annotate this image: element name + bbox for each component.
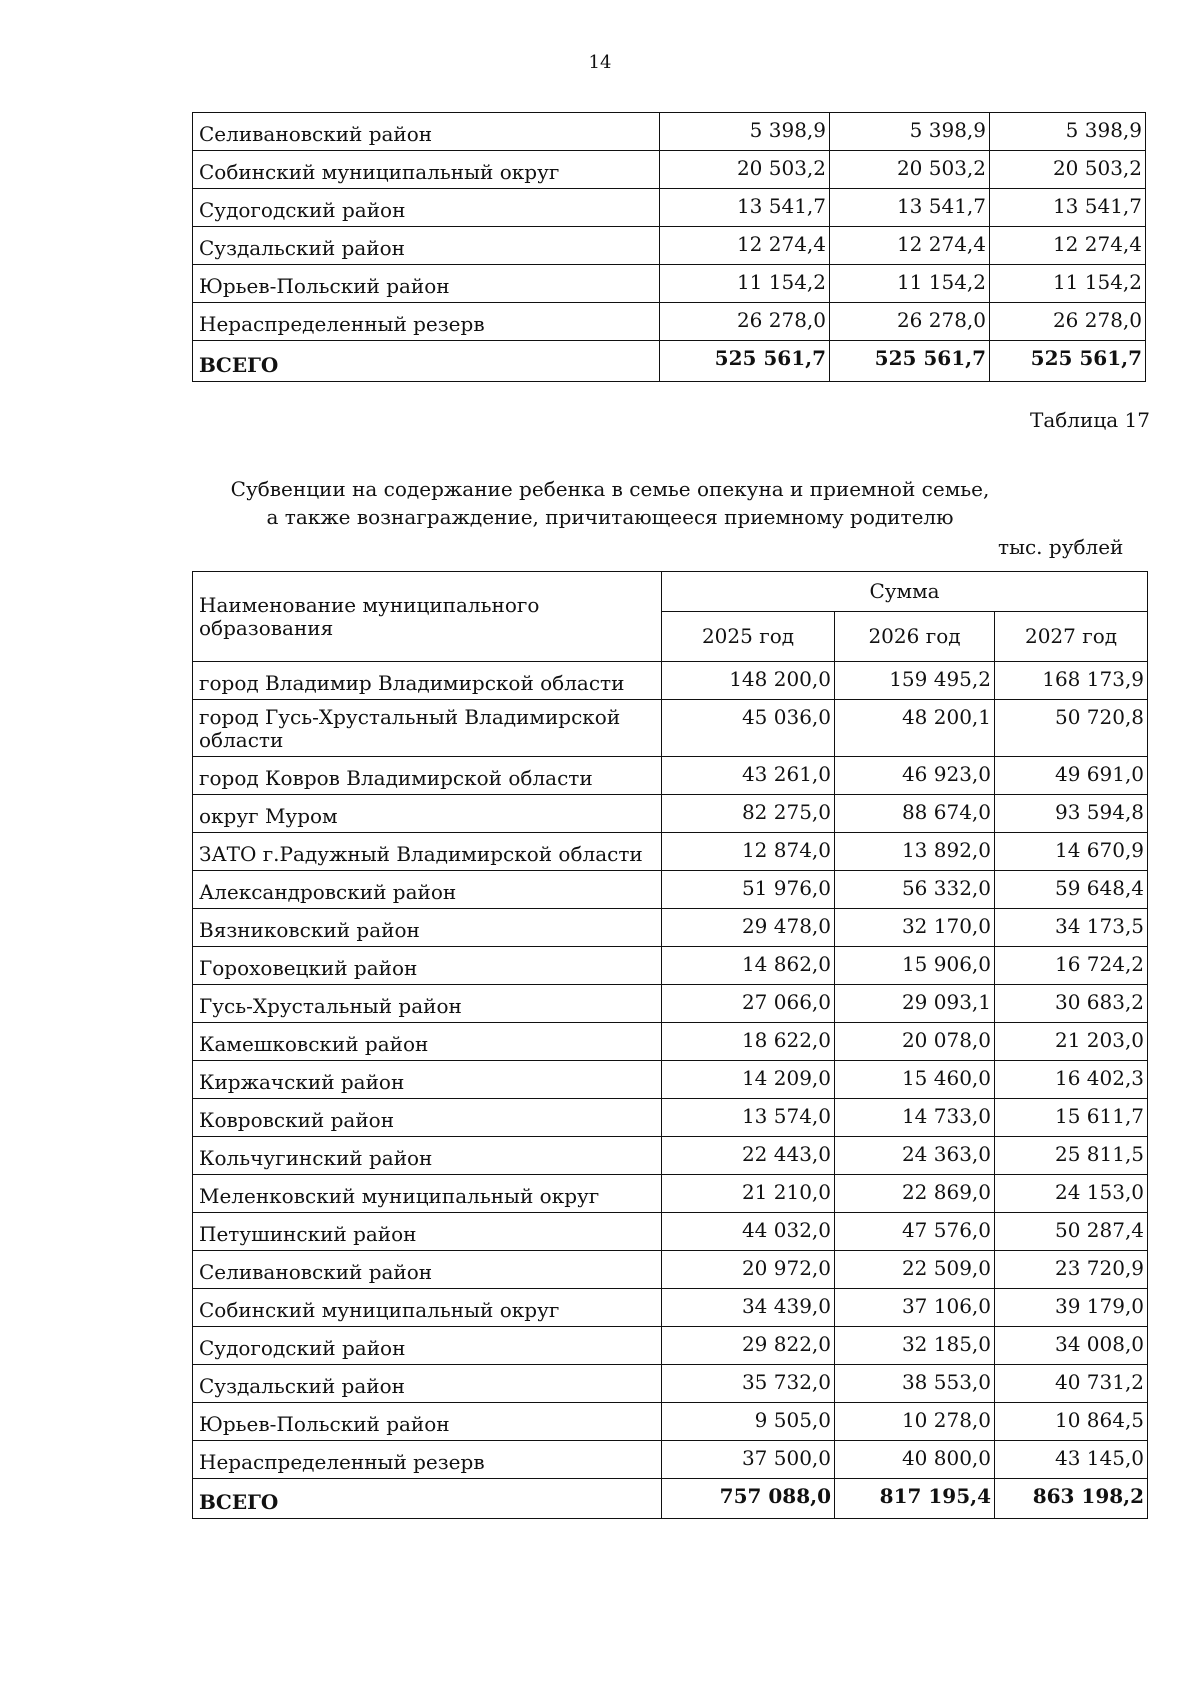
municipality-cell: Александровский район — [193, 871, 662, 909]
value-cell-v2: 40 800,0 — [835, 1441, 995, 1479]
table-label: Таблица 17 — [1030, 408, 1150, 432]
value-cell-v1: 26 278,0 — [660, 303, 830, 341]
value-cell-v2: 20 078,0 — [835, 1023, 995, 1061]
table-row — [193, 227, 1146, 265]
value-cell-v2: 22 509,0 — [835, 1251, 995, 1289]
value-cell-v3: 39 179,0 — [995, 1289, 1148, 1327]
value-cell-v1: 12 874,0 — [662, 833, 835, 871]
municipality-cell: Меленковский муниципальный округ — [193, 1175, 662, 1213]
value-cell-v1: 37 500,0 — [662, 1441, 835, 1479]
table-row — [193, 909, 1148, 947]
value-cell-v3: 168 173,9 — [995, 662, 1148, 700]
value-cell-v3: 14 670,9 — [995, 833, 1148, 871]
value-cell-v1: 34 439,0 — [662, 1289, 835, 1327]
municipality-cell: Селивановский район — [193, 113, 660, 151]
municipality-cell: Судогодский район — [193, 1327, 662, 1365]
table-row — [193, 947, 1148, 985]
header-year-2025: 2025 год — [662, 612, 835, 662]
value-cell-v1: 757 088,0 — [662, 1479, 835, 1519]
value-cell-v1: 44 032,0 — [662, 1213, 835, 1251]
table-row — [193, 151, 1146, 189]
value-cell-v3: 20 503,2 — [990, 151, 1146, 189]
municipality-cell: Кольчугинский район — [193, 1137, 662, 1175]
value-cell-v3: 34 008,0 — [995, 1327, 1148, 1365]
value-cell-v1: 21 210,0 — [662, 1175, 835, 1213]
table-row — [193, 985, 1148, 1023]
value-cell-v1: 13 541,7 — [660, 189, 830, 227]
municipality-cell: Киржачский район — [193, 1061, 662, 1099]
municipality-cell: Селивановский район — [193, 1251, 662, 1289]
subventions-table — [192, 571, 1148, 1519]
value-cell-v2: 26 278,0 — [830, 303, 990, 341]
value-cell-v1: 525 561,7 — [660, 341, 830, 382]
table-title-line-1: Субвенции на содержание ребенка в семье опекуна и приемной семье, — [230, 477, 990, 501]
value-cell-v2: 817 195,4 — [835, 1479, 995, 1519]
value-cell-v1: 11 154,2 — [660, 265, 830, 303]
table-row — [193, 1441, 1148, 1479]
value-cell-v3: 11 154,2 — [990, 265, 1146, 303]
table-row — [193, 1327, 1148, 1365]
table-row — [193, 1137, 1148, 1175]
value-cell-v1: 13 574,0 — [662, 1099, 835, 1137]
municipality-cell: город Ковров Владимирской области — [193, 757, 662, 795]
value-cell-v1: 27 066,0 — [662, 985, 835, 1023]
value-cell-v1: 51 976,0 — [662, 871, 835, 909]
value-cell-v2: 5 398,9 — [830, 113, 990, 151]
municipality-cell: Юрьев-Польский район — [193, 1403, 662, 1441]
value-cell-v2: 11 154,2 — [830, 265, 990, 303]
value-cell-v2: 38 553,0 — [835, 1365, 995, 1403]
table-row — [193, 1023, 1148, 1061]
value-cell-v3: 863 198,2 — [995, 1479, 1148, 1519]
header-sum: Сумма — [662, 572, 1148, 612]
table-row — [193, 757, 1148, 795]
municipality-cell: Нераспределенный резерв — [193, 1441, 662, 1479]
table-row — [193, 700, 1148, 757]
value-cell-v2: 525 561,7 — [830, 341, 990, 382]
value-cell-v1: 9 505,0 — [662, 1403, 835, 1441]
value-cell-v3: 12 274,4 — [990, 227, 1146, 265]
municipality-cell: Ковровский район — [193, 1099, 662, 1137]
value-cell-v2: 32 185,0 — [835, 1327, 995, 1365]
municipality-cell: Судогодский район — [193, 189, 660, 227]
value-cell-v1: 45 036,0 — [662, 700, 835, 757]
value-cell-v1: 43 261,0 — [662, 757, 835, 795]
value-cell-v1: 14 862,0 — [662, 947, 835, 985]
page-number: 14 — [588, 52, 612, 73]
municipality-cell: округ Муром — [193, 795, 662, 833]
municipality-cell: Суздальский район — [193, 227, 660, 265]
municipality-cell: ВСЕГО — [193, 341, 660, 382]
municipality-cell: Юрьев-Польский район — [193, 265, 660, 303]
value-cell-v2: 14 733,0 — [835, 1099, 995, 1137]
table-row — [193, 1061, 1148, 1099]
municipality-cell: ВСЕГО — [193, 1479, 662, 1519]
value-cell-v3: 23 720,9 — [995, 1251, 1148, 1289]
value-cell-v3: 21 203,0 — [995, 1023, 1148, 1061]
value-cell-v2: 12 274,4 — [830, 227, 990, 265]
municipality-cell: Гусь-Хрустальный район — [193, 985, 662, 1023]
table-row — [193, 303, 1146, 341]
table-row — [193, 1289, 1148, 1327]
value-cell-v2: 20 503,2 — [830, 151, 990, 189]
header-name: Наименование муниципального образования — [193, 572, 662, 662]
municipality-cell: Вязниковский район — [193, 909, 662, 947]
value-cell-v3: 26 278,0 — [990, 303, 1146, 341]
table-row — [193, 113, 1146, 151]
table-row — [193, 662, 1148, 700]
value-cell-v3: 16 724,2 — [995, 947, 1148, 985]
table-row — [193, 1403, 1148, 1441]
table-row — [193, 795, 1148, 833]
value-cell-v3: 13 541,7 — [990, 189, 1146, 227]
total-row — [193, 1479, 1148, 1519]
value-cell-v1: 148 200,0 — [662, 662, 835, 700]
value-cell-v3: 50 720,8 — [995, 700, 1148, 757]
value-cell-v3: 24 153,0 — [995, 1175, 1148, 1213]
value-cell-v1: 29 478,0 — [662, 909, 835, 947]
value-cell-v3: 34 173,5 — [995, 909, 1148, 947]
municipality-cell: Камешковский район — [193, 1023, 662, 1061]
value-cell-v3: 15 611,7 — [995, 1099, 1148, 1137]
municipality-cell: Петушинский район — [193, 1213, 662, 1251]
value-cell-v2: 46 923,0 — [835, 757, 995, 795]
table-row — [193, 189, 1146, 227]
municipality-cell: Собинский муниципальный округ — [193, 151, 660, 189]
value-cell-v2: 22 869,0 — [835, 1175, 995, 1213]
value-cell-v2: 32 170,0 — [835, 909, 995, 947]
value-cell-v2: 88 674,0 — [835, 795, 995, 833]
table-title-line-2: а также вознаграждение, причитающееся приемному родителю — [266, 505, 954, 529]
value-cell-v3: 50 287,4 — [995, 1213, 1148, 1251]
value-cell-v2: 37 106,0 — [835, 1289, 995, 1327]
municipality-cell: Гороховецкий район — [193, 947, 662, 985]
header-year-2026: 2026 год — [835, 612, 995, 662]
value-cell-v3: 59 648,4 — [995, 871, 1148, 909]
units-label: тыс. рублей — [998, 535, 1124, 559]
value-cell-v3: 16 402,3 — [995, 1061, 1148, 1099]
municipality-cell: ЗАТО г.Радужный Владимирской области — [193, 833, 662, 871]
value-cell-v1: 35 732,0 — [662, 1365, 835, 1403]
table-row — [193, 1251, 1148, 1289]
value-cell-v2: 159 495,2 — [835, 662, 995, 700]
value-cell-v1: 20 503,2 — [660, 151, 830, 189]
value-cell-v3: 49 691,0 — [995, 757, 1148, 795]
value-cell-v2: 56 332,0 — [835, 871, 995, 909]
value-cell-v2: 10 278,0 — [835, 1403, 995, 1441]
value-cell-v2: 13 892,0 — [835, 833, 995, 871]
value-cell-v3: 25 811,5 — [995, 1137, 1148, 1175]
header-year-2027: 2027 год — [995, 612, 1148, 662]
value-cell-v3: 10 864,5 — [995, 1403, 1148, 1441]
value-cell-v1: 22 443,0 — [662, 1137, 835, 1175]
value-cell-v2: 47 576,0 — [835, 1213, 995, 1251]
value-cell-v2: 15 906,0 — [835, 947, 995, 985]
value-cell-v3: 525 561,7 — [990, 341, 1146, 382]
value-cell-v1: 18 622,0 — [662, 1023, 835, 1061]
value-cell-v3: 30 683,2 — [995, 985, 1148, 1023]
value-cell-v1: 29 822,0 — [662, 1327, 835, 1365]
table-row — [193, 1213, 1148, 1251]
table-row — [193, 1365, 1148, 1403]
municipality-cell: Нераспределенный резерв — [193, 303, 660, 341]
value-cell-v2: 15 460,0 — [835, 1061, 995, 1099]
municipality-cell: город Гусь-Хрустальный Владимирской области — [193, 700, 662, 757]
value-cell-v1: 5 398,9 — [660, 113, 830, 151]
table-row — [193, 265, 1146, 303]
value-cell-v1: 82 275,0 — [662, 795, 835, 833]
value-cell-v2: 13 541,7 — [830, 189, 990, 227]
value-cell-v3: 43 145,0 — [995, 1441, 1148, 1479]
value-cell-v1: 20 972,0 — [662, 1251, 835, 1289]
value-cell-v2: 24 363,0 — [835, 1137, 995, 1175]
table-row — [193, 833, 1148, 871]
value-cell-v3: 40 731,2 — [995, 1365, 1148, 1403]
total-row — [193, 341, 1146, 382]
municipality-cell: Суздальский район — [193, 1365, 662, 1403]
value-cell-v2: 48 200,1 — [835, 700, 995, 757]
table-row — [193, 1175, 1148, 1213]
table-row — [193, 1099, 1148, 1137]
table-row — [193, 871, 1148, 909]
value-cell-v3: 5 398,9 — [990, 113, 1146, 151]
value-cell-v1: 12 274,4 — [660, 227, 830, 265]
value-cell-v3: 93 594,8 — [995, 795, 1148, 833]
table-top-continuation — [192, 112, 1146, 382]
municipality-cell: Собинский муниципальный округ — [193, 1289, 662, 1327]
value-cell-v2: 29 093,1 — [835, 985, 995, 1023]
municipality-cell: город Владимир Владимирской области — [193, 662, 662, 700]
value-cell-v1: 14 209,0 — [662, 1061, 835, 1099]
